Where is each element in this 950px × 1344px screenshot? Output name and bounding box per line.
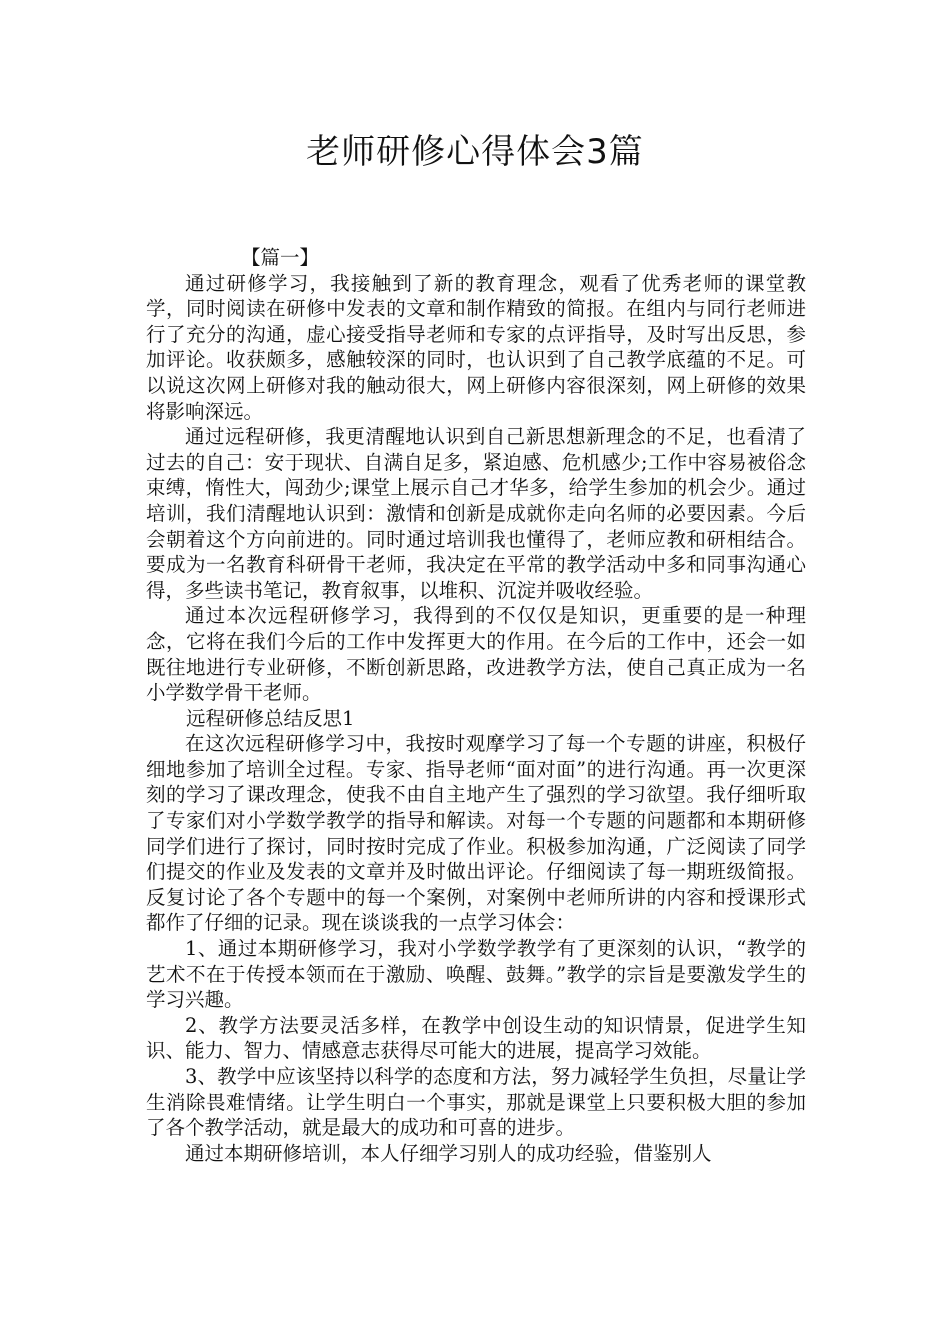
paragraph: 3、教学中应该坚持以科学的态度和方法，努力减轻学生负担，尽量让学生消除畏难情绪。让学生明白一个事实，那就是课堂上只要积极大胆的参加了各个教学活动，就是最大的成功和可喜的进步。 bbox=[146, 1065, 806, 1140]
document-body bbox=[146, 245, 806, 1166]
paragraph: 在这次远程研修学习中，我按时观摩学习了每一个专题的讲座，积极仔细地参加了培训全过程。专家、指导老师“面对面”的进行沟通。再一次更深刻的学习了课改理念，使我不由自主地产生了强烈的学习欲望。我仔细听取了专家们对小学数学教学的指导和解读。对每一个专题的问题都和本期研修同学们进行了探讨，同时按时完成了作业。积极参加沟通，广泛阅读了同学们提交的作业及发表的文章并及时做出评论。仔细阅读了每一期班级简报。反复讨论了各个专题中的每一个案例，对案例中老师所讲的内容和授课形式都作了仔细的记录。现在谈谈我的一点学习体会： bbox=[146, 732, 806, 935]
subheading: 远程研修总结反思1 bbox=[186, 706, 355, 730]
paragraph: 通过远程研修，我更清醒地认识到自己新思想新理念的不足，也看清了过去的自己：安于现状、自满自足多，紧迫感、危机感少;工作中容易被俗念束缚，惰性大，闯劲少;课堂上展示自己才华多，给学生参加的机会少。通过培训，我们清醒地认识到：激情和创新是成就你走向名师的必要因素。今后会朝着这个方向前进的。同时通过培训我也懂得了，老师应教和研相结合。要成为一名教育科研骨干老师，我决定在平常的教学活动中多和同事沟通心得，多些读书笔记，教育叙事，以堆积、沉淀并吸收经验。 bbox=[146, 425, 806, 602]
paragraph: 通过本期研修培训，本人仔细学习别人的成功经验，借鉴别人 bbox=[185, 1141, 712, 1165]
paragraph: 通过本次远程研修学习，我得到的不仅仅是知识，更重要的是一种理念，它将在我们今后的工作中发挥更大的作用。在今后的工作中，还会一如既往地进行专业研修，不断创新思路，改进教学方法，使自己真正成为一名小学数学骨干老师。 bbox=[146, 604, 806, 705]
document-title: 老师研修心得体会3篇 bbox=[306, 132, 644, 172]
paragraph: 通过研修学习，我接触到了新的教育理念，观看了优秀老师的课堂教学，同时阅读在研修中发表的文章和制作精致的简报。在组内与同行老师进行了充分的沟通，虚心接受指导老师和专家的点评指导，及时写出反思，参加评论。收获颇多，感触较深的同时，也认识到了自己教学底蕴的不足。可以说这次网上研修对我的触动很大，网上研修内容很深刻，网上研修的效果将影响深远。 bbox=[146, 271, 806, 423]
paragraph: 1、通过本期研修学习，我对小学数学教学有了更深刻的认识，“教学的艺术不在于传授本领而在于激励、唤醒、鼓舞。”教学的宗旨是要激发学生的学习兴趣。 bbox=[146, 937, 806, 1012]
section-label: 【篇一】 bbox=[241, 246, 320, 269]
paragraph: 2、教学方法要灵活多样，在教学中创设生动的知识情景，促进学生知识、能力、智力、情感意志获得尽可能大的进展，提高学习效能。 bbox=[146, 1013, 806, 1063]
